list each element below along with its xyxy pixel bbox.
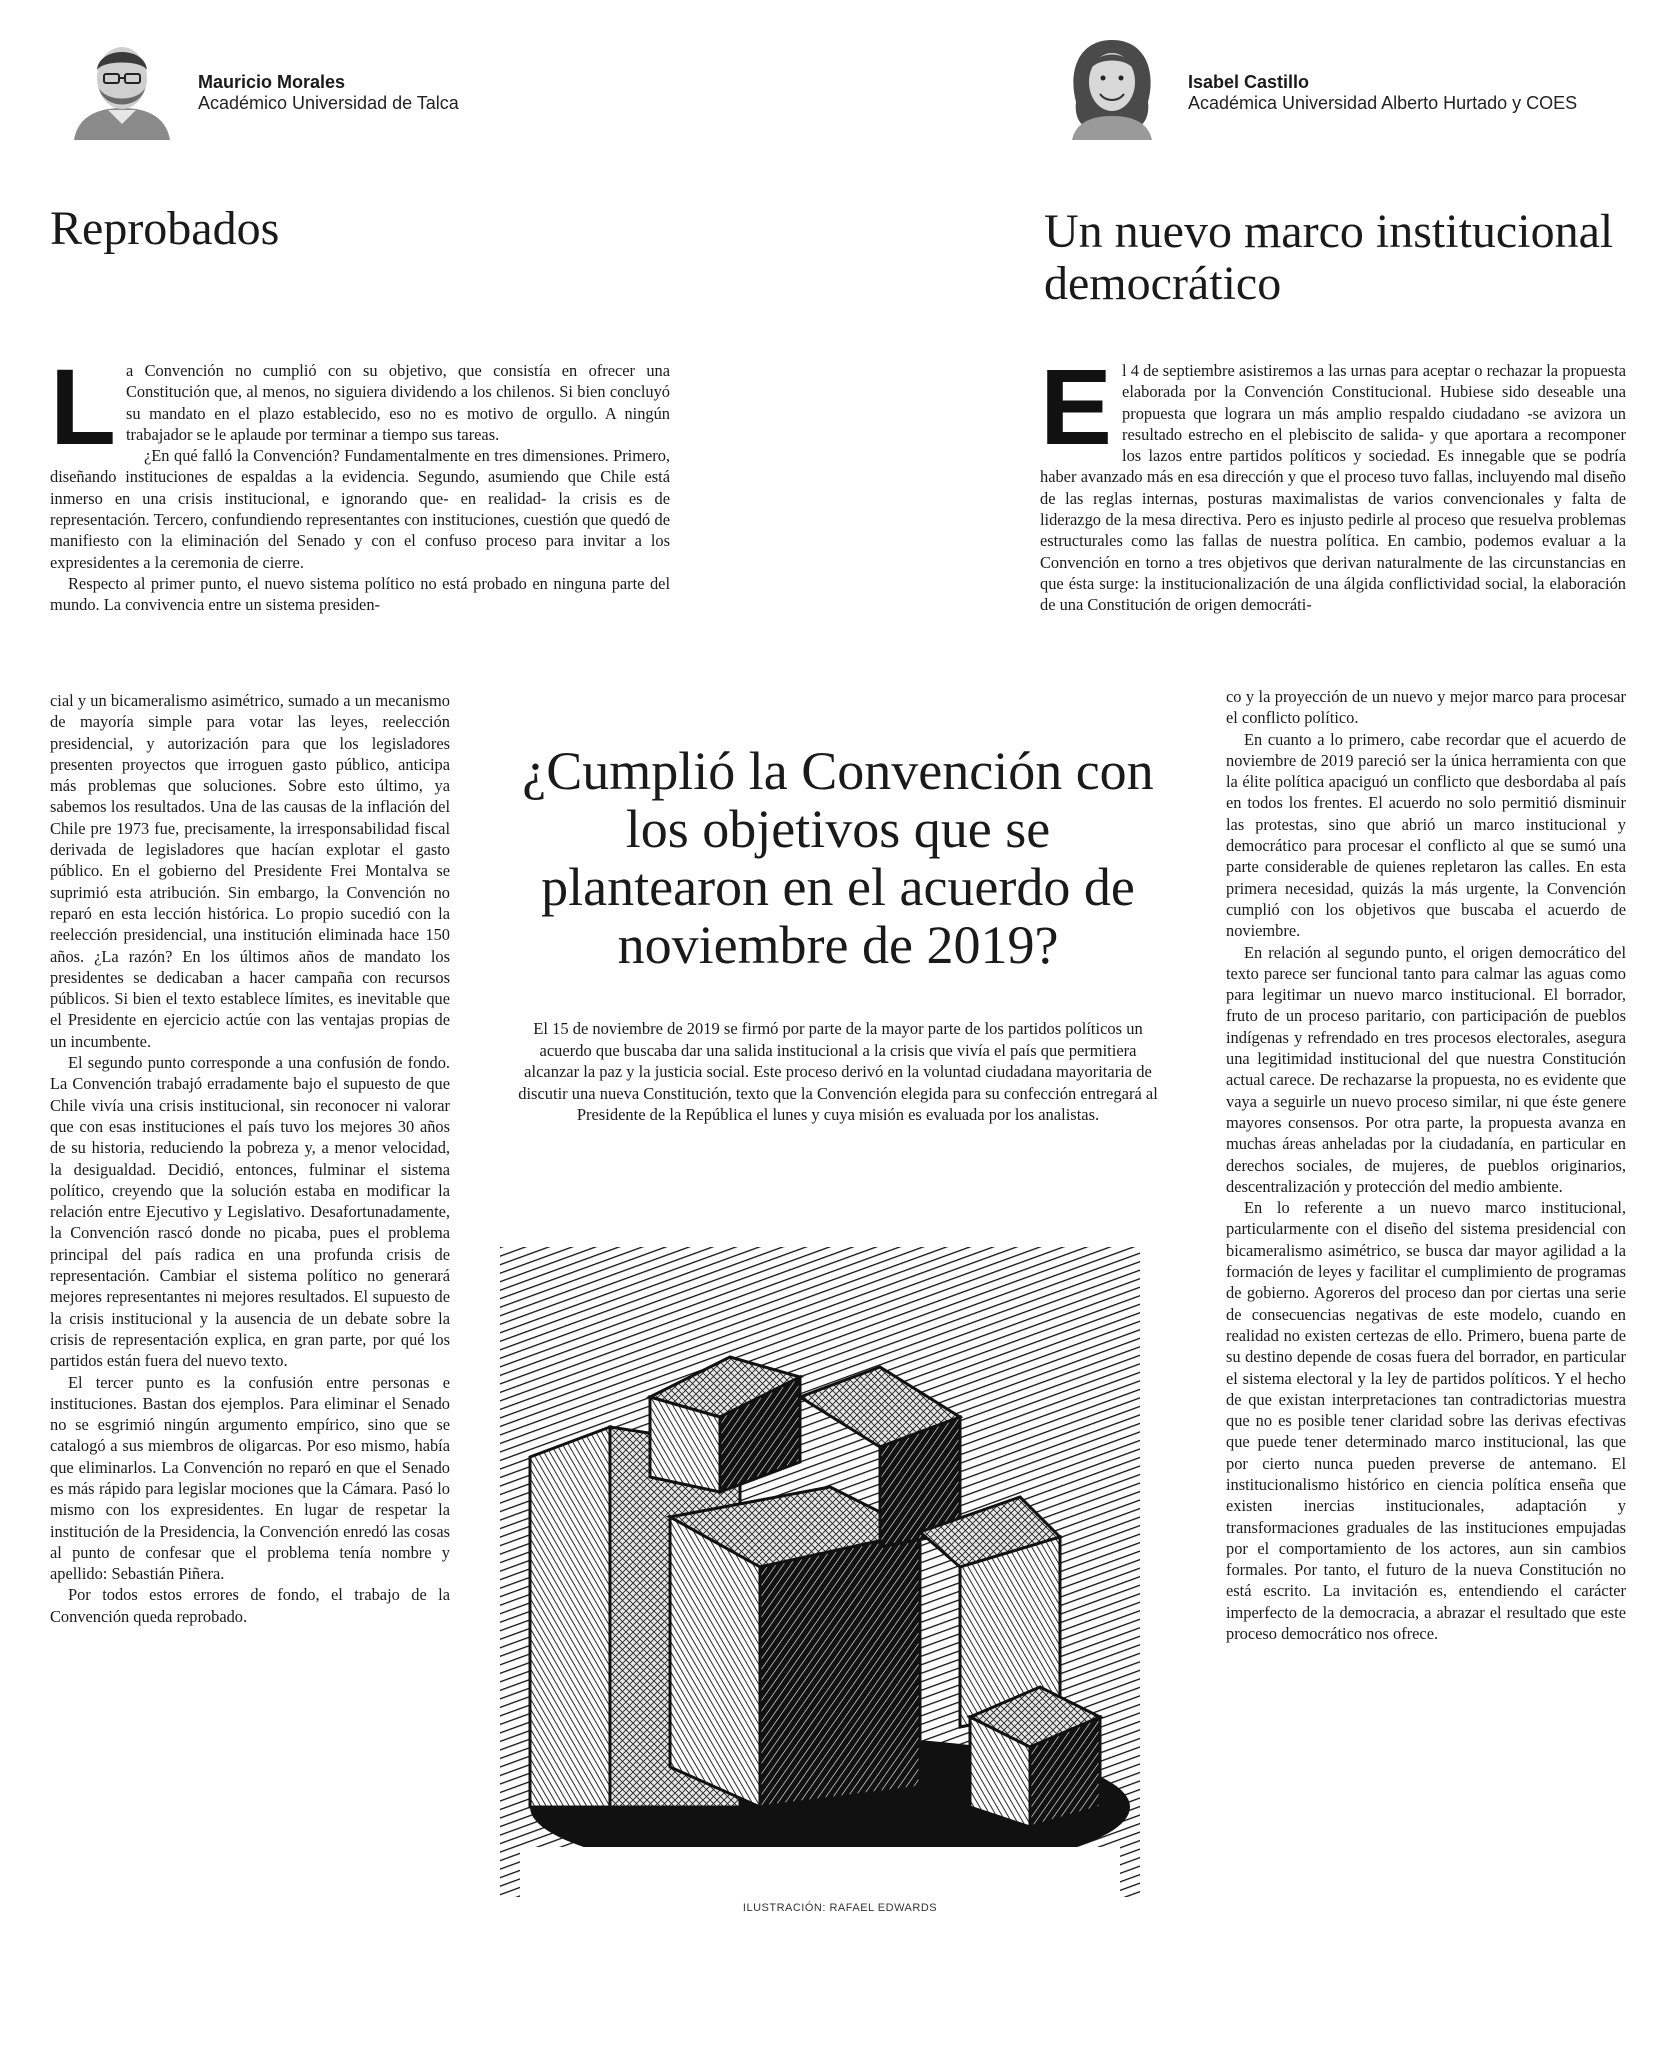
- center-question-headline: ¿Cumplió la Convención con los objetivos que se plantearon en el acuerdo de noviembre de 2019?: [522, 741, 1154, 975]
- right-paragraph-4: En relación al segundo punto, el origen democrático del texto parece ser funcional tanto para calmar las aguas como para legitimar un nuevo marco institucional. El borrador, fruto de un proceso paritario, con participación de pueblos indígenas y refrendado en tres procesos electorales, asegura una legitimidad institucional del que nuestra Constitución actual carece. De rechazarse la propuesta, no es evidente que vaya a seguirle un nuevo proceso similar, ni que éste genere mayores consensos. Por otra parte, la propuesta avanza en muchas áreas anheladas por la ciudadanía, en particular en derechos sociales, de mujeres, de pueblos originarios, descentralización y protección del medio ambiente.: [1226, 942, 1626, 1196]
- right-author-role: Académica Universidad Alberto Hurtado y COES: [1188, 93, 1578, 113]
- right-paragraph-2: co y la proyección de un nuevo y mejor marco para procesar el conflicto político.: [1226, 687, 1626, 728]
- right-article-title: Un nuevo marco institucional democrático: [1044, 205, 1614, 310]
- left-paragraph-2: ¿En qué falló la Convención? Fundamentalmente en tres dimensiones. Primero, diseñando instituciones de espaldas a la evidencia. Segundo, asumiendo que Chile está inmerso en una crisis institucional, e ignorando que- en realidad- la crisis es de representación. Tercero, confundiendo representantes con instituciones, cuestión que quedó de manifiesto con la eliminación del Senado y con el confuso proceso para invitar a los expresidentes a la ceremonia de cierre.: [50, 446, 670, 572]
- right-author-byline: [1058, 32, 1608, 140]
- left-paragraph-4: cial y un bicameralismo asimétrico, sumado a un mecanismo de mayoría simple para votar las leyes, reelección presidencial, y autorización para que los legisladores presenten proyectos que irroguen gasto público, anticipa más problemas que soluciones. Sobre esto último, ya sabemos los resultados. Una de las causas de la inflación del Chile pre 1973 fue, precisamente, la irresponsabilidad fiscal derivada de legisladores que hacían explotar el gasto público. En el gobierno del Presidente Frei Montalva se suprimió esta atribución. Sin embargo, la Convención no reparó en esta lección histórica. Lo propio sucedió con la reelección presidencial, una institución eliminada hace 150 años. ¿La razón? En los últimos años de mandato los presidentes se dedicaban a hacer campaña con recursos públicos. Si bien el texto establece límites, es inevitable que el Presidente en ejercicio actúe con las ventajas propias de un incumbente.: [50, 691, 450, 1051]
- right-dropcap: E: [1040, 346, 1113, 467]
- left-article-title: Reprobados: [50, 202, 280, 255]
- author-portrait-isabel-castillo: [1058, 32, 1166, 140]
- left-paragraph-7: Por todos estos errores de fondo, el trabajo de la Convención queda reprobado.: [50, 1585, 450, 1626]
- right-paragraph-5: En lo referente a un nuevo marco institucional, particularmente con el diseño del sistema presidencial con bicameralismo asimétrico, se busca dar mayor agilidad a la formación de leyes y facilitar el cumplimiento de programas de gobierno. Agoreros del proceso dan por ciertas una serie de consecuencias negativas de este modelo, cuando en realidad no existen certezas de ello. Primero, buena parte de su destino depende de cosas fuera del borrador, en particular el sistema electoral y la ley de partidos políticos. Y el hecho de que existan interpretaciones tan contradictorias muestra que no es posible tener claridad sobre las derivas efectivas que puede tener determinado marco institucional, las que por cierto nunca pueden preverse de antemano. El institucionalismo histórico en ciencia política enseña que existen inercias institucionales, adaptación y transformaciones graduales de las instituciones empujadas por el comportamiento de los actores, aun sin cambios formales. Por tanto, el futuro de la nueva Constitución no está escrito. La invitación es, entendiendo el carácter imperfecto de la democracia, a abrazar el resultado que este proceso democrático nos ofrece.: [1226, 1198, 1626, 1644]
- left-paragraph-5: El segundo punto corresponde a una confusión de fondo. La Convención trabajó erradamente bajo el supuesto de que Chile vivía una crisis institucional, sin reconocer ni valorar que con esas instituciones el país tuvo los mejores 30 años de su historia, reduciendo la pobreza y, a menor velocidad, la desigualdad. Decidió, entonces, fulminar el sistema político, creyendo que la solución estaba en modificar la relación entre Ejecutivo y Legislativo. Desafortunadamente, la Convención rascó donde no picaba, pues el problema principal del país radica en una profunda crisis de representación. Cambiar el sistema político no generará mejores representantes ni mejores resultados. El supuesto de la crisis institucional y la ausencia de un debate sobre la crisis de representación explica, en gran parte, por qué los partidos están fuera del nuevo texto.: [50, 1053, 450, 1371]
- left-author-byline: [68, 32, 459, 140]
- right-paragraph-3: En cuanto a lo primero, cabe recordar que el acuerdo de noviembre de 2019 pareció ser la única herramienta con que la élite política apaciguó un conflicto que desbordaba al país en todos los frentes. El acuerdo no solo permitió disminuir las protestas, sino que abrió un marco institucional y democrático para procesar el conflicto al que se sumó una parte considerable de quienes repletaron las calles. En esta primera necesidad, quizás la más urgente, la Convención cumplió con los objetivos que buscaba el acuerdo de noviembre.: [1226, 729, 1626, 941]
- center-deck-summary: El 15 de noviembre de 2019 se firmó por parte de la mayor parte de los partidos políticos un acuerdo que buscaba dar una salida institucional a la crisis que vivía el país que permitiera alcanzar la paz y la justicia social. Este proceso derivó en la voluntad ciudadana mayoritaria de discutir una nueva Constitución, texto que la Convención elegida para su confección entregará al Presidente de la República el lunes y cuya misión es evaluada por los analistas.: [518, 1019, 1158, 1124]
- left-dropcap: L: [50, 346, 116, 467]
- left-paragraph-3: Respecto al primer punto, el nuevo sistema político no está probado en ninguna parte del mundo. La convivencia entre un sistema presiden-: [50, 573, 670, 615]
- stacked-cubes-illustration: [500, 1247, 1140, 1897]
- right-article-body-bottom: [1226, 686, 1626, 1644]
- illustration-credit: ILUSTRACIÓN: RAFAEL EDWARDS: [742, 1902, 938, 1914]
- right-article-body-top: [1040, 346, 1626, 616]
- left-article-body-top: [50, 346, 670, 616]
- left-article-body-bottom: [50, 690, 450, 1627]
- right-paragraph-1: El 4 de septiembre asistiremos a las urnas para aceptar o rechazar la propuesta elaborada por la Convención Constitucional. Hubiese sido deseable una propuesta que lograra un más amplio respaldo ciudadano -se avizora un resultado estrecho en el plebiscito de salida- y que aportara a recomponer los lazos entre partidos políticos y sociedad. Es innegable que se podría haber avanzado más en esa dirección y que el proceso tuvo fallas, incluyendo mal diseño de las reglas internas, posturas maximalistas de varios convencionales y falta de liderazgo de la mesa directiva. Pero es injusto pedirle al proceso que resuelva problemas estructurales como las fallas de nuestra política. En cambio, podemos evaluar a la Convención en torno a tres objetivos que derivan naturalmente de las circunstancias en que ésta surge: la institucionalización de una álgida conflictividad social, la elaboración de una Constitución de origen democráti-: [1040, 346, 1626, 615]
- author-portrait-mauricio-morales: [68, 32, 176, 140]
- left-author-role: Académico Universidad de Talca: [198, 93, 459, 113]
- left-author-name: Mauricio Morales: [198, 72, 346, 92]
- left-paragraph-1: La Convención no cumplió con su objetivo, que consistía en ofrecer una Constitución que, al menos, no siguiera dividendo a los chilenos. Si bien concluyó su mandato en el plazo establecido, eso no es motivo de orgullo. A ningún trabajador se le aplaude por terminar a tiempo sus tareas.: [50, 346, 670, 467]
- right-author-name: Isabel Castillo: [1188, 72, 1310, 92]
- left-paragraph-6: El tercer punto es la confusión entre personas e instituciones. Bastan dos ejemplos. Para eliminar el Senado no se esgrimió ningún argumento empírico, sino que se catalogó a sus miembros de oligarcas. Por eso mismo, había que eliminarlos. La Convención no reparó en que el Senado es más rápido para legislar mociones que la Cámara. Pasó lo mismo con los expresidentes. En lugar de respetar la institución de la Presidencia, la Convención enredó las cosas al punto de confesar que el problema tenía nombre y apellido: Sebastián Piñera.: [50, 1372, 450, 1584]
